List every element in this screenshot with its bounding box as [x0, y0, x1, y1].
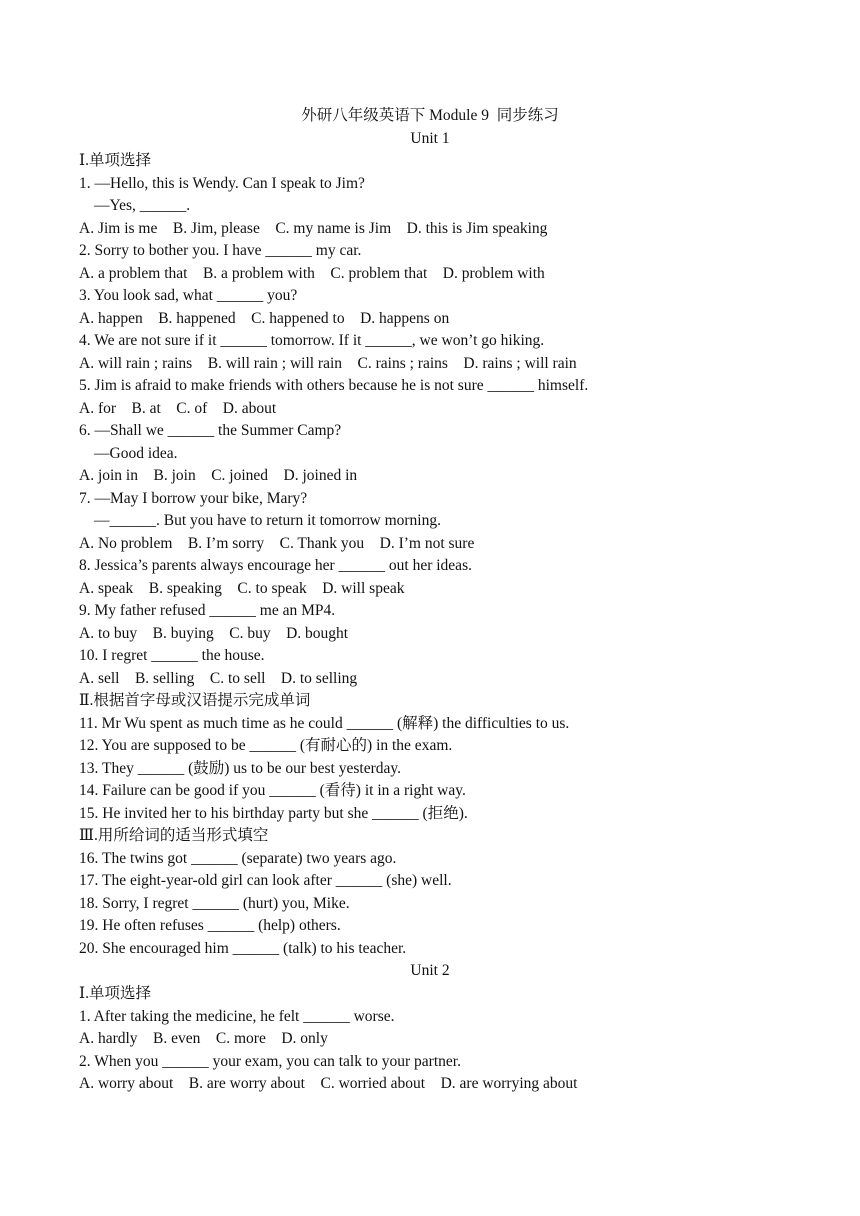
- question-11: 11. Mr Wu spent as much time as he could ______ (解释) the difficulties to us.: [79, 715, 570, 732]
- question-10-options: A. sell B. selling C. to sell D. to selling: [79, 670, 358, 687]
- question-10: 10. I regret ______ the house.: [79, 647, 265, 664]
- unit1-section1-heading: Ⅰ.单项选择: [79, 152, 151, 169]
- question-8: 8. Jessica’s parents always encourage her ______ out her ideas.: [79, 557, 472, 574]
- question-6-options: A. join in B. join C. joined D. joined in: [79, 467, 358, 484]
- question-16: 16. The twins got ______ (separate) two years ago.: [79, 850, 397, 867]
- unit1-section2-heading: Ⅱ.根据首字母或汉语提示完成单词: [79, 692, 311, 709]
- question-13: 13. They ______ (鼓励) us to be our best yesterday.: [79, 760, 401, 777]
- question-12: 12. You are supposed to be ______ (有耐心的) in the exam.: [79, 737, 453, 754]
- unit2-question-1: 1. After taking the medicine, he felt ______ worse.: [79, 1008, 395, 1025]
- question-20: 20. She encouraged him ______ (talk) to his teacher.: [79, 940, 407, 957]
- question-1-reply: —Yes, ______.: [94, 197, 191, 214]
- unit2-question-1-options: A. hardly B. even C. more D. only: [79, 1030, 328, 1047]
- question-7-reply: —______. But you have to return it tomorrow morning.: [94, 512, 441, 529]
- question-9: 9. My father refused ______ me an MP4.: [79, 602, 336, 619]
- question-8-options: A. speak B. speaking C. to speak D. will speak: [79, 580, 405, 597]
- question-4-options: A. will rain ; rains B. will rain ; will rain C. rains ; rains D. rains ; will rain: [79, 355, 577, 372]
- unit1-heading: Unit 1: [410, 130, 450, 147]
- question-9-options: A. to buy B. buying C. buy D. bought: [79, 625, 349, 642]
- question-7-options: A. No problem B. I’m sorry C. Thank you D. I’m not sure: [79, 535, 475, 552]
- question-14: 14. Failure can be good if you ______ (看待) it in a right way.: [79, 782, 466, 799]
- question-6: 6. —Shall we ______ the Summer Camp?: [79, 422, 342, 439]
- question-15: 15. He invited her to his birthday party but she ______ (拒绝).: [79, 805, 468, 822]
- question-2: 2. Sorry to bother you. I have ______ my car.: [79, 242, 362, 259]
- question-5: 5. Jim is afraid to make friends with others because he is not sure ______ himself.: [79, 377, 589, 394]
- question-5-options: A. for B. at C. of D. about: [79, 400, 277, 417]
- question-6-reply: —Good idea.: [94, 445, 178, 462]
- question-18: 18. Sorry, I regret ______ (hurt) you, Mike.: [79, 895, 350, 912]
- unit2-question-2: 2. When you ______ your exam, you can talk to your partner.: [79, 1053, 461, 1070]
- question-3: 3. You look sad, what ______ you?: [79, 287, 298, 304]
- question-1: 1. —Hello, this is Wendy. Can I speak to Jim?: [79, 175, 365, 192]
- unit2-heading: Unit 2: [410, 962, 450, 979]
- unit1-section3-heading: Ⅲ.用所给词的适当形式填空: [79, 827, 269, 844]
- document-title: 外研八年级英语下 Module 9 同步练习: [301, 107, 559, 124]
- question-19: 19. He often refuses ______ (help) others.: [79, 917, 341, 934]
- unit2-section1-heading: Ⅰ.单项选择: [79, 985, 151, 1002]
- question-2-options: A. a problem that B. a problem with C. problem that D. problem with: [79, 265, 545, 282]
- unit2-question-2-options: A. worry about B. are worry about C. worried about D. are worrying about: [79, 1075, 578, 1092]
- question-1-options: A. Jim is me B. Jim, please C. my name is Jim D. this is Jim speaking: [79, 220, 548, 237]
- question-4: 4. We are not sure if it ______ tomorrow. If it ______, we won’t go hiking.: [79, 332, 545, 349]
- question-7: 7. —May I borrow your bike, Mary?: [79, 490, 308, 507]
- question-17: 17. The eight-year-old girl can look after ______ (she) well.: [79, 872, 452, 889]
- question-3-options: A. happen B. happened C. happened to D. happens on: [79, 310, 450, 327]
